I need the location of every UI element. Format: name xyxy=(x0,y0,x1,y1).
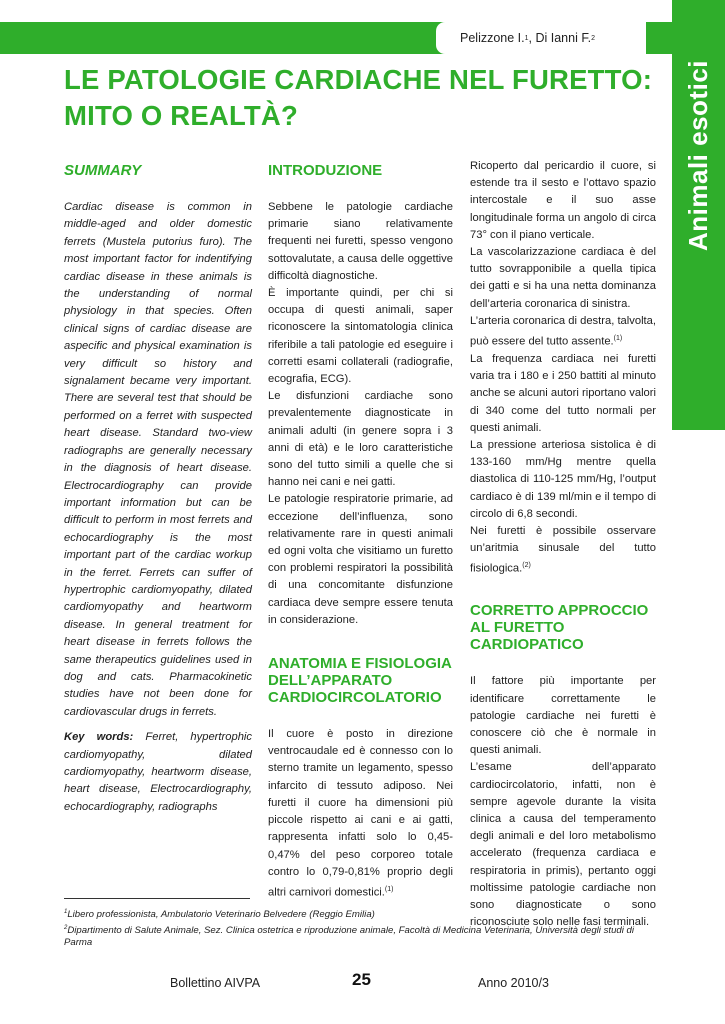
journal-name: Bollettino AIVPA xyxy=(170,976,261,990)
intro-column xyxy=(268,162,453,902)
anatomy-paragraph-7 xyxy=(470,523,656,578)
summary-text: Cardiac disease is common in middle-aged and older domestic ferrets (Mustela putorius furo). The most important factor for indentifying cardiac disease in these animals is the understanding of normal physiology in that species. Often clinical signs of cardiac disease are aspecific and physical examination is very difficult so history and signalament became very important. There are several test that should be performed on a ferret with suspected heart disease. Standard two-view radiographs are generally necessary in the diagnosis of heart disease. Electrocardiography can provide important information but can be difficult to perform in most ferrets and echocardiography is the most important part of the cardiac workup in the ferret. Ferrets can suffer of hypertrophic cardiomyopathy, dilated cardiomyopathy and heartworm disease. In general treatment for heart disease in ferrets follows the same therapeutics guidelines used in dog and cats. Pharmacokinetic studies have not been done for cardiovascular drugs in ferrets. xyxy=(64,201,252,718)
section-label xyxy=(672,60,725,250)
intro-paragraph-3: Le disfunzioni cardiache sono prevalentemente diagnosticate in animali adulti (in genere sopra i 3 anni di età) e le loro caratteristiche sono del tutto simili a quelle che si hanno nei cani e nei gatti. xyxy=(268,390,453,489)
article-title: LE PATOLOGIE CARDIACHE NEL FURETTO: MITO O REALTÀ? xyxy=(64,64,653,131)
page-number: 25 xyxy=(352,970,371,989)
summary-heading: SUMMARY xyxy=(64,162,142,179)
footnote-1-number: 1 xyxy=(64,909,68,915)
footnote-2 xyxy=(64,922,660,950)
anatomy-paragraph-6: La pressione arteriosa sistolica è di 133-160 mm/Hg mentre quella diastolica di 110-125 mm/Hg, l’output cardiaco è di 139 ml/min e il tempo di circolo di 6,8 secondi. xyxy=(470,438,656,520)
footnote-1 xyxy=(64,906,660,922)
issue-label: Anno 2010/3 xyxy=(478,976,549,990)
authors xyxy=(436,22,646,54)
citation: (1) xyxy=(613,335,623,343)
anatomy-heading: ANATOMIA E FISIOLOGIA DELL’APPARATO CARDIOCIRCOLATORIO xyxy=(268,655,452,707)
approach-paragraph-2: L’esame dell’apparato cardiocircolatorio, infatti, non è sempre agevole durante la visita clinica a causa del temperamento degli animali e del loro metabolismo accelerato (frequenza cardiaca e respiratoria in primis), pertanto oggi moltissime patologie cardiache non sono diagnosticate o sono riconosciute solo nelle fasi terminali. xyxy=(470,761,656,929)
author-a-affiliation: 1 xyxy=(524,34,529,42)
anatomy-paragraph-4 xyxy=(470,313,656,351)
author-b-affiliation: 2 xyxy=(591,34,595,42)
keywords-list: Ferret, hypertrophic cardiomyopathy, dilated cardiomyopathy, heartworm disease, heart disease, Electrocardiography, echocardiography, radiographs xyxy=(64,731,252,813)
author-b: , Di Ianni F. xyxy=(528,31,592,45)
anatomy-paragraph-7-text: Nei furetti è possibile osservare un’aritmia sinusale del tutto fisiologica. xyxy=(470,525,656,576)
section-label-text: Animali esotici xyxy=(683,59,713,251)
summary-column xyxy=(64,162,252,816)
intro-paragraph-4: Le patologie respiratorie primarie, ad eccezione dell’influenza, sono relativamente rare in questi animali ed ogni volta che visitiamo un furetto con problemi respiratori la possibilità di una concomitante disfunzione cardiaca deve sempre essere tenuta in considerazione. xyxy=(268,493,453,626)
keywords xyxy=(64,729,252,816)
author-a: Pelizzone I. xyxy=(460,31,525,45)
footnote-divider xyxy=(64,898,250,899)
footnote-1-text: Libero professionista, Ambulatorio Veterinario Belvedere (Reggio Emilia) xyxy=(67,909,375,921)
anatomy-paragraph-2: Ricoperto dal pericardio il cuore, si estende tra il sesto e l’ottavo spazio intercostale e il suo asse longitudinale forma un angolo di circa 73° con il piano verticale. xyxy=(470,160,656,241)
footnotes xyxy=(64,906,660,950)
intro-heading: INTRODUZIONE xyxy=(268,162,383,179)
citation: (1) xyxy=(384,885,394,893)
approach-heading: CORRETTO APPROCCIO AL FURETTO CARDIOPATICO xyxy=(470,602,649,654)
footnote-2-number: 2 xyxy=(64,924,68,931)
anatomy-paragraph-5: La frequenza cardiaca nei furetti varia tra i 180 e i 250 battiti al minuto anche se alcuni autori riportano valori di 340 come del tutto normali per questi animali. xyxy=(470,352,656,434)
intro-paragraph-2: È importante quindi, per chi si occupa di questi animali, saper riconoscere la sintomatologia clinica riferibile a tali patologie ed eseguire i corretti esami collaterali (radiografie, ecografia, ECG). xyxy=(268,287,453,386)
anatomy-paragraph-1 xyxy=(268,726,453,902)
anatomy-paragraph-3: La vascolarizzazione cardiaca è del tutto sovrapponibile a quella tipica dei gatti e si ha una netta dominanza dell’arteria coronarica di sinistra. xyxy=(470,246,656,310)
approach-paragraph-1: Il fattore più importante per identificare correttamente le patologie cardiache nei furetti è conoscere ciò che è normale in questi animali. xyxy=(470,675,656,757)
citation: (2) xyxy=(522,562,531,570)
footnote-2-text: Dipartimento di Salute Animale, Sez. Clinica ostetrica e riproduzione animale, Facoltà di Medicina Veterinaria, Università degli studi di Parma xyxy=(64,924,635,949)
intro-paragraph-1: Sebbene le patologie cardiache primarie siano relativamente frequenti nei furetti, spesso vengono sottovalutate, a causa delle oggettive difficoltà diagnostiche. xyxy=(268,201,453,282)
anatomy-paragraph-1-text: Il cuore è posto in direzione ventrocaudale ed è connesso con lo sterno tramite un legamento, spesso infarcito di tessuto adiposo. Nei furetti il cuore ha dimensioni più piccole rispetto ai cani e ai gatti, rappresenta infatti solo lo 0,45-0,47% del peso corporeo totale contro lo 0,79-0,81% proprio degli altri carnivori domestici. xyxy=(268,728,453,899)
anatomy-paragraph-4-text: L’arteria coronarica di destra, talvolta, può essere del tutto assente. xyxy=(470,314,656,348)
right-column xyxy=(470,158,656,931)
keywords-label: Key words: xyxy=(64,731,134,744)
